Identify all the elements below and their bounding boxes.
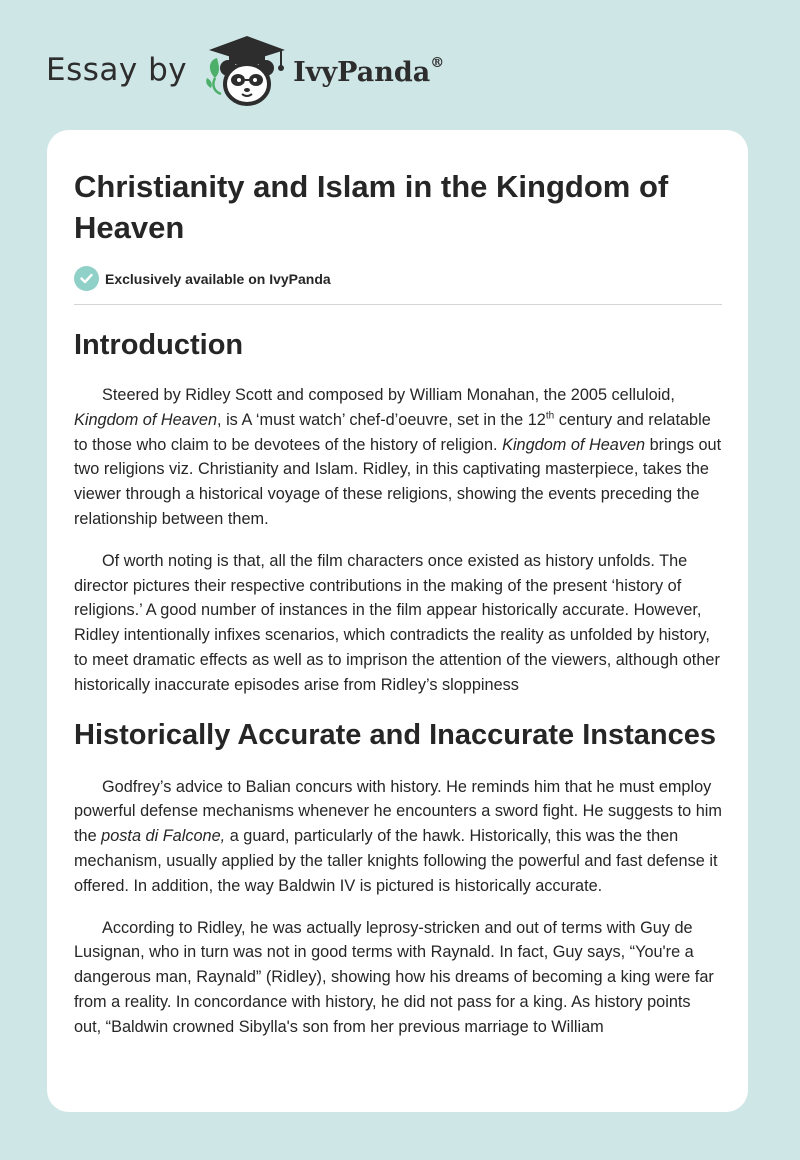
- panda-graduation-logo-icon[interactable]: [201, 30, 289, 110]
- paragraph: Steered by Ridley Scott and composed by William Monahan, the 2005 celluloid, Kingdom of Heaven, is A ‘must watch’ chef-d’oeuvre, set in the 12th century and relatable to those who claim to be devotees of the history of religion. Kingdom of Heaven brings out two religions viz. Christianity and Islam. Ridley, in this captivating masterpiece, takes the viewer through a historical voyage of these religions, showing the events preceding the relationship between them.: [74, 386, 722, 528]
- essay-card: [47, 130, 748, 1112]
- essay-title: Christianity and Islam in the Kingdom of Heaven: [74, 169, 669, 245]
- section-heading: Historically Accurate and Inaccurate Instances: [74, 718, 717, 751]
- badge-label: Exclusively available on IvyPanda: [105, 270, 331, 287]
- check-circle-icon: [74, 266, 99, 291]
- divider: [74, 304, 722, 305]
- paragraph: Of worth noting is that, all the film characters once existed as history unfolds. The director pictures their respective contributions in the making of the present ‘history of religions.’ A good number of instances in the film appear historically accurate. However, Ridley intentionally infixes scenarios, which contradicts the reality as unfolded by history, to meet dramatic effects as well as to imprison the attention of the viewers, although other historically inaccurate episodes arise from Ridley’s sloppiness: [74, 551, 720, 694]
- exclusive-badge: [74, 266, 722, 291]
- registered-mark: ®: [430, 54, 445, 71]
- essay-by-label: Essay by: [46, 52, 188, 88]
- section-heading: Introduction: [74, 329, 244, 361]
- paragraph: Godfrey’s advice to Balian concurs with history. He reminds him that he must employ powerful defense mechanisms whenever he encounters a sword fight. He suggests to him the posta di Falcone, a guard, particularly of the hawk. Historically, this was the then mechanism, usually applied by the taller knights following the powerful and fast defense it offered. In addition, the way Baldwin IV is pictured is historically accurate.: [74, 777, 722, 895]
- paragraph: According to Ridley, he was actually leprosy-stricken and out of terms with Guy de Lusignan, who in turn was not in good terms with Raynald. In fact, Guy says, “You're a dangerous man, Raynald” (Ridley), showing how his dreams of becoming a king were far from a reality. In concordance with history, he did not pass for a king. As history points out, “Baldwin crowned Sibylla's son from her previous marriage to William: [74, 918, 714, 1036]
- brand-name[interactable]: IvyPanda®: [293, 54, 445, 88]
- site-header: [46, 30, 444, 110]
